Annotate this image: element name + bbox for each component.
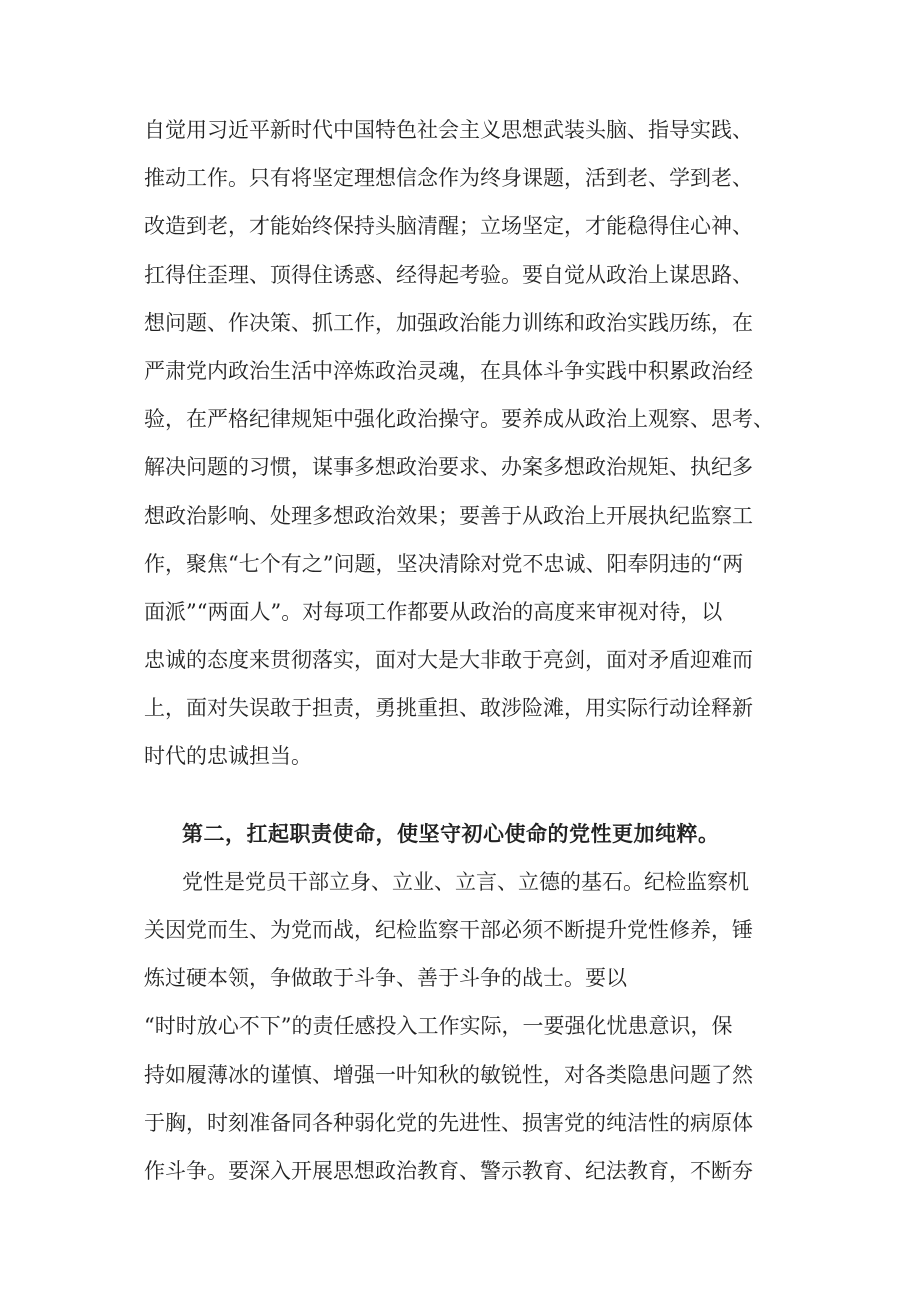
- paragraph-line: 炼过硬本领，争做敢于斗争、善于斗争的战士。要以: [144, 966, 627, 991]
- paragraph-line: 解决问题的习惯，谋事多想政治要求、办案多想政治规矩、执纪多: [144, 455, 753, 480]
- paragraph-line: 党性是党员干部立身、立业、立言、立德的基石。纪检监察机: [182, 869, 749, 894]
- paragraph-line: 面派”“两面人”。对每项工作都要从政治的高度来审视对待，以: [144, 599, 723, 624]
- paragraph-line: 自觉用习近平新时代中国特色社会主义思想武装头脑、指导实践、: [144, 118, 753, 142]
- paragraph-line: 验，在严格纪律规矩中强化政治操守。要养成从政治上观察、思考、: [144, 407, 774, 432]
- paragraph-line: 改造到老，才能始终保持头脑清醒；立场坚定，才能稳得住心神、: [144, 214, 753, 239]
- paragraph-line: 持如履薄冰的谨慎、增强一叶知秋的敏锐性，对各类隐患问题了然: [144, 1062, 753, 1087]
- paragraph-line: 关因党而生、为党而战，纪检监察干部必须不断提升党性修养，锤: [144, 918, 753, 942]
- paragraph-line: 推动工作。只有将坚定理想信念作为终身课题，活到老、学到老、: [144, 166, 753, 191]
- paragraph-2: [144, 858, 824, 1195]
- paragraph-gap: [144, 781, 824, 810]
- paragraph-line: 想政治影响、处理多想政治效果；要善于从政治上开展执纪监察工: [144, 503, 753, 528]
- document-body: [144, 106, 824, 1195]
- paragraph-line: 扛得住歪理、顶得住诱惑、经得起考验。要自觉从政治上谋思路、: [144, 262, 753, 287]
- paragraph-1: [144, 106, 824, 781]
- paragraph-line: 作斗争。要深入开展思想政治教育、警示教育、纪法教育，不断夯: [144, 1158, 753, 1183]
- paragraph-line: 于胸，时刻准备同各种弱化党的先进性、损害党的纯洁性的病原体: [144, 1110, 753, 1135]
- paragraph-line: 严肃党内政治生活中淬炼政治灵魂，在具体斗争实践中积累政治经: [144, 358, 753, 383]
- paragraph-line: 上，面对失误敢于担责，勇挑重担、敢涉险滩，用实际行动诠释新: [144, 696, 753, 721]
- paragraph-line: “时时放心不下”的责任感投入工作实际，一要强化忧患意识，保: [144, 1014, 733, 1039]
- paragraph-line: 想问题、作决策、抓工作，加强政治能力训练和政治实践历练，在: [144, 310, 753, 335]
- section-heading: 第二，扛起职责使命，使坚守初心使命的党性更加纯粹。: [182, 821, 720, 846]
- paragraph-line: 忠诚的态度来贯彻落实，面对大是大非敢于亮剑，面对矛盾迎难而: [144, 648, 753, 673]
- paragraph-line: 作，聚焦“七个有之”问题，坚决清除对党不忠诚、阳奉阴违的“两: [144, 551, 744, 576]
- paragraph-line: 时代的忠诚担当。: [144, 744, 312, 769]
